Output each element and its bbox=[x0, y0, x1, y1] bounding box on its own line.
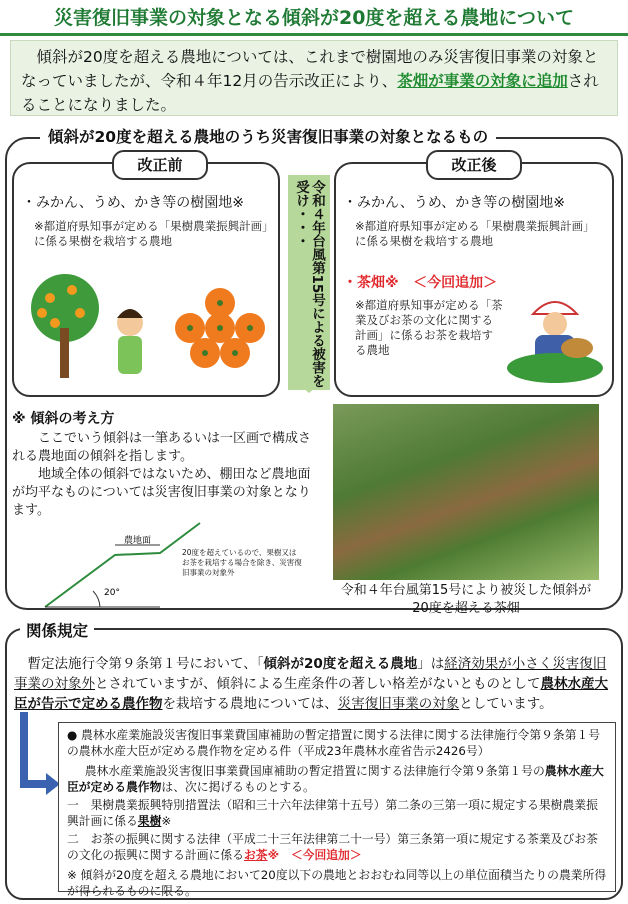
after-note: ※都道府県知事が定める「果樹農業振興計画」に係る果樹を栽培する農地 bbox=[355, 219, 595, 248]
transition-text: 令和４年台風第15号による被害を受け・・・ bbox=[293, 180, 325, 388]
slope-title: ※ 傾斜の考え方 bbox=[12, 411, 115, 427]
after-tag: 改正後 bbox=[426, 150, 522, 180]
reg-t4: 経済効果が小さく災害復旧事業の対象外 bbox=[14, 656, 607, 692]
notice-item-2-mark: ※ ＜今回追加＞ bbox=[267, 848, 362, 862]
notice-body bbox=[67, 763, 607, 795]
slope-diagram-shape bbox=[45, 523, 200, 607]
blue-arrow bbox=[20, 712, 28, 788]
intro-box bbox=[10, 40, 618, 116]
slope-text bbox=[12, 430, 312, 520]
reg-t2: 傾斜が20度を超える農地 bbox=[263, 656, 418, 672]
notice-item-1-mark: ※ bbox=[161, 814, 172, 828]
notice-body-2: は、次に掲げるものとする。 bbox=[161, 780, 315, 794]
notice-item-1 bbox=[67, 797, 607, 829]
notice-item-2 bbox=[67, 831, 607, 863]
notice-foot: ※ 傾斜が20度を超える農地において20度以下の農地とおおむね同等以上の単位面積当たりの農業所得が得られるものに限る。 bbox=[67, 868, 607, 898]
slope-diagram-label: 農地面 bbox=[124, 536, 152, 546]
tea-picker-illustration bbox=[505, 290, 605, 390]
regulation-title: 関係規定 bbox=[20, 620, 94, 642]
slope-text-1: ここでいう傾斜は一筆あるいは一区画で構成される農地面の傾斜を指します。 bbox=[12, 431, 312, 464]
reg-t9: としています。 bbox=[459, 696, 553, 712]
notice-head: ● 農林水産業施設災害復旧事業費国庫補助の暫定措置に関する法律に関する法律施行令第９条第１号の農林水産大臣が定める農作物を定める件（平成23年農林水産省告示2426号） bbox=[67, 728, 601, 758]
before-item: ・みかん、うめ、かき等の樹園地※ bbox=[22, 195, 245, 211]
after-item-tea: ・茶畑※ bbox=[343, 275, 399, 291]
notice-body-1: 農林水産業施設災害復旧事業費国庫補助の暫定措置に関する法律施行令第９条第１号の bbox=[84, 764, 545, 778]
before-tag: 改正前 bbox=[112, 150, 208, 180]
added-badge: ＜今回追加＞ bbox=[413, 275, 498, 291]
fruit-harvest-illustration bbox=[30, 268, 280, 383]
intro-highlight: 茶畑が事業の対象に追加 bbox=[397, 72, 568, 90]
reg-t7: を栽培する農地については、 bbox=[162, 696, 338, 712]
notice-box bbox=[58, 722, 616, 898]
child-icon bbox=[117, 309, 143, 374]
reg-t8: 災害復旧事業の対象 bbox=[337, 696, 460, 712]
reg-t6: 農林水産大臣が告示で定める農作物 bbox=[14, 676, 608, 712]
notice-item-1-text: 一 果樹農業振興特別措置法（昭和三十六年法律第十五号）第二条の三第一項に規定する果樹農業振興計画に係る bbox=[67, 798, 598, 828]
notice-body-bold: 農林水産大臣が定める農作物 bbox=[67, 764, 604, 794]
after-item: ・みかん、うめ、かき等の樹園地※ bbox=[343, 195, 566, 211]
page-title: 災害復旧事業の対象となる傾斜が20度を超える農地について bbox=[0, 0, 628, 36]
orange-tree-icon bbox=[31, 274, 99, 378]
persimmons-icon bbox=[175, 288, 265, 368]
intro-text-1: 傾斜が20度を超える農地については、これまで樹園地のみ災害復旧事業の対象となっていましたが、令和４年12月の告示改正により、 bbox=[21, 48, 599, 90]
tea-picker-icon bbox=[507, 302, 603, 383]
regulation-text bbox=[14, 654, 614, 714]
reg-t5: とされていますが、傾斜による生産条件の著しい格差がないとものとして bbox=[95, 676, 541, 692]
intro-text-2: されることになりました。 bbox=[21, 72, 599, 114]
slope-diagram-note: 20度を超えているので、果樹又はお茶を栽培する場合を除き、災害復旧事業の対象外 bbox=[182, 548, 302, 577]
tea-field-photo bbox=[333, 404, 599, 580]
reg-t1: 暫定法施行令第９条第１号において、「 bbox=[27, 656, 264, 672]
slope-angle-label: 20° bbox=[104, 588, 120, 598]
section-title: 傾斜が20度を超える農地のうち災害復旧事業の対象となるもの bbox=[40, 125, 496, 149]
after-note-tea: ※都道府県知事が定める「茶業及びお茶の文化に関する計画」に係るお茶を栽培する農地 bbox=[355, 298, 503, 357]
photo-caption: 令和４年台風第15号により被災した傾斜が20度を超える茶畑 bbox=[340, 583, 592, 616]
reg-t3: 」は bbox=[417, 656, 445, 672]
notice-item-2-tea: お茶 bbox=[243, 848, 268, 862]
notice-item-1-fruit: 果樹 bbox=[137, 814, 162, 828]
before-note: ※都道府県知事が定める「果樹農業振興計画」に係る果樹を栽培する農地 bbox=[34, 219, 274, 248]
notice-item-2-text: 二 お茶の振興に関する法律（平成二十三年法律第二十一号）第三条第一項に規定する茶業及びお茶の文化の振興に関する計画に係る bbox=[67, 832, 598, 862]
slope-text-2: 地域全体の傾斜ではないため、棚田など農地面が均平なものについては災害復旧事業の対象となります。 bbox=[12, 467, 311, 518]
